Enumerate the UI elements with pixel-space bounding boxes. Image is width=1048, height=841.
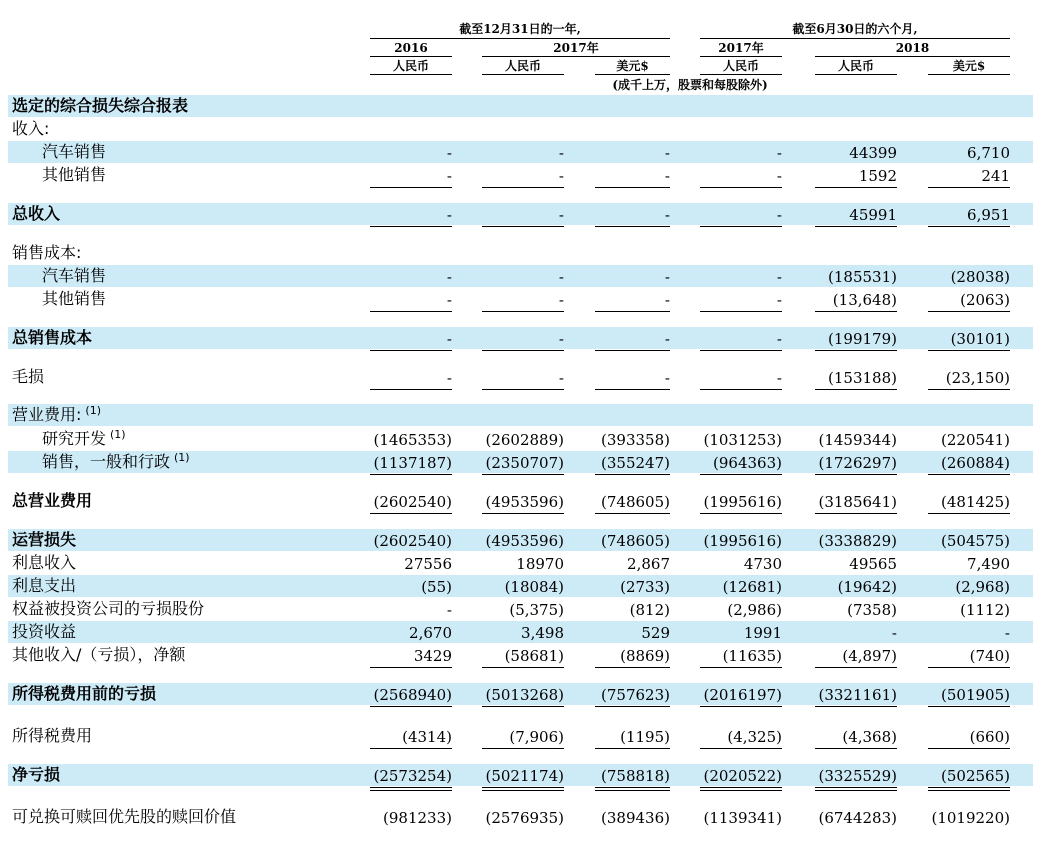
table-cell: - — [664, 144, 670, 162]
table-cell: (4,325) — [727, 728, 782, 746]
currency-header: 人民币 — [837, 59, 874, 73]
table-cell: (1995616) — [703, 532, 782, 550]
table-cell: (6744283) — [818, 809, 897, 827]
total-double-underline — [482, 787, 564, 791]
subtotal-underline — [595, 474, 670, 475]
table-cell: (30101) — [950, 330, 1010, 348]
subtotal-underline — [595, 187, 670, 188]
footnote-marker: (1) — [174, 450, 190, 464]
subtotal-underline — [482, 748, 564, 749]
footnote-marker: (1) — [110, 427, 126, 441]
table-cell: (393358) — [601, 431, 670, 449]
table-cell: 3,498 — [521, 624, 564, 642]
subtotal-underline — [370, 513, 452, 514]
table-cell: (501905) — [941, 686, 1010, 704]
row-label: 利息支出 — [12, 576, 77, 595]
table-cell: (4,368) — [842, 728, 897, 746]
table-cell: (757623) — [601, 686, 670, 704]
subtotal-underline — [928, 311, 1010, 312]
table-cell: - — [776, 330, 782, 348]
table-cell: (481425) — [941, 493, 1010, 511]
table-cell: (355247) — [601, 454, 670, 472]
table-row — [8, 683, 1033, 705]
subtotal-underline — [700, 667, 782, 668]
subtotal-underline — [928, 187, 1010, 188]
subtotal-underline — [482, 513, 564, 514]
table-cell: 241 — [981, 167, 1010, 185]
total-double-underline — [928, 787, 1010, 791]
row-label: 销售成本: — [12, 243, 82, 262]
total-double-underline — [370, 787, 452, 791]
subtotal-underline — [700, 706, 782, 707]
table-row — [8, 764, 1033, 786]
subtotal-underline — [815, 667, 897, 668]
table-cell: (4,897) — [842, 647, 897, 665]
total-double-underline — [815, 787, 897, 791]
year-2016-header: 2016 — [394, 41, 428, 55]
row-label: 投资收益 — [12, 622, 77, 641]
subtotal-underline — [700, 311, 782, 312]
table-cell: (2020522) — [703, 767, 782, 785]
table-cell: (8869) — [620, 647, 670, 665]
table-row — [8, 141, 1033, 163]
subtotal-underline — [815, 748, 897, 749]
table-cell: - — [776, 206, 782, 224]
table-row — [8, 288, 1033, 310]
row-label: 其他收入/（亏损），净额 — [12, 645, 186, 664]
table-cell: (2573254) — [373, 767, 452, 785]
table-cell: - — [446, 330, 452, 348]
table-row — [8, 529, 1033, 551]
row-label: 销售，一般和行政 $^{(1)}$ — [42, 450, 190, 471]
subtotal-underline — [595, 667, 670, 668]
table-cell: (748605) — [601, 532, 670, 550]
table-cell: - — [446, 291, 452, 309]
subtotal-underline — [370, 748, 452, 749]
subtotal-underline — [700, 187, 782, 188]
table-cell: (1465353) — [373, 431, 452, 449]
row-label: 可兑换可赎回优先股的赎回价值 — [12, 807, 237, 826]
table-cell: (2016197) — [703, 686, 782, 704]
table-cell: (3185641) — [818, 493, 897, 511]
table-cell: (260884) — [941, 454, 1010, 472]
subtotal-underline — [815, 706, 897, 707]
year-2018-halfyear-header: 2018 — [895, 41, 930, 55]
row-label: 所得税费用 — [12, 726, 93, 745]
table-row — [8, 118, 1033, 140]
table-row — [8, 428, 1033, 450]
table-row — [8, 366, 1033, 388]
subtotal-underline — [370, 226, 452, 227]
subtotal-underline — [700, 350, 782, 351]
row-label: 毛损 — [12, 367, 45, 386]
subtotal-underline — [928, 474, 1010, 475]
row-label: 选定的综合损失综合报表 — [12, 96, 189, 115]
table-cell: 7,490 — [967, 555, 1010, 573]
table-cell: - — [664, 330, 670, 348]
subtotal-underline — [482, 226, 564, 227]
table-cell: (2602540) — [373, 532, 452, 550]
table-cell: - — [664, 206, 670, 224]
table-row — [8, 451, 1033, 473]
subtotal-underline — [482, 350, 564, 351]
subtotal-underline — [370, 474, 452, 475]
subtotal-underline — [482, 474, 564, 475]
subtotal-underline — [928, 389, 1010, 390]
table-row — [8, 725, 1033, 747]
subtotal-underline — [595, 226, 670, 227]
row-label: 汽车销售 — [42, 266, 107, 285]
row-label: 总营业费用 — [12, 491, 93, 510]
table-cell: - — [446, 206, 452, 224]
table-cell: - — [558, 268, 564, 286]
table-row — [8, 552, 1033, 574]
table-cell: 6,951 — [967, 206, 1010, 224]
table-row — [8, 327, 1033, 349]
row-label: 汽车销售 — [42, 142, 107, 161]
table-row — [8, 404, 1033, 426]
table-cell: - — [1004, 624, 1010, 642]
table-row — [8, 490, 1033, 512]
subtotal-underline — [595, 748, 670, 749]
table-row — [8, 598, 1033, 620]
table-row — [8, 242, 1033, 264]
row-label: 其他销售 — [42, 289, 107, 308]
table-cell: (199179) — [828, 330, 897, 348]
table-cell: (4314) — [402, 728, 452, 746]
table-cell: - — [446, 369, 452, 387]
subtotal-underline — [595, 706, 670, 707]
table-cell: (1459344) — [818, 431, 897, 449]
table-row — [8, 575, 1033, 597]
currency-header: 美元$ — [616, 59, 649, 73]
table-cell: (748605) — [601, 493, 670, 511]
table-cell: (758818) — [601, 767, 670, 785]
table-cell: 44399 — [849, 144, 897, 162]
row-label: 权益被投资公司的亏损股份 — [12, 599, 205, 618]
table-cell: - — [558, 369, 564, 387]
table-cell: (58681) — [504, 647, 564, 665]
row-label: 其他销售 — [42, 165, 107, 184]
table-row — [8, 644, 1033, 666]
row-label: 营业费用: $^{(1)}$ — [12, 403, 101, 424]
subtotal-underline — [928, 667, 1010, 668]
table-cell: (1031253) — [703, 431, 782, 449]
row-label: 总销售成本 — [12, 328, 93, 347]
table-cell: - — [446, 144, 452, 162]
subtotal-underline — [482, 389, 564, 390]
table-cell: - — [776, 291, 782, 309]
year-2017-halfyear-header: 2017年 — [718, 41, 764, 55]
currency-header: 人民币 — [392, 59, 429, 73]
year-2017-header: 2017年 — [553, 41, 599, 55]
table-cell: (812) — [629, 601, 670, 619]
subtotal-underline — [815, 350, 897, 351]
table-cell: 1991 — [743, 624, 782, 642]
table-cell: - — [558, 206, 564, 224]
subtotal-underline — [815, 187, 897, 188]
subtotal-underline — [928, 513, 1010, 514]
row-label: 研究开发 $^{(1)}$ — [42, 427, 126, 448]
table-cell: - — [446, 167, 452, 185]
subtotal-underline — [595, 389, 670, 390]
subtotal-underline — [595, 513, 670, 514]
subtotal-underline — [595, 311, 670, 312]
subtotal-underline — [928, 226, 1010, 227]
subtotal-underline — [700, 513, 782, 514]
table-cell: (11635) — [722, 647, 782, 665]
table-cell: (153188) — [828, 369, 897, 387]
subtotal-underline — [370, 311, 452, 312]
table-cell: - — [776, 369, 782, 387]
currency-header: 美元$ — [952, 59, 986, 73]
currency-header: 人民币 — [722, 59, 759, 73]
row-label: 净亏损 — [12, 765, 61, 784]
table-cell: - — [558, 330, 564, 348]
table-cell: (2,986) — [727, 601, 782, 619]
table-cell: (1019220) — [931, 809, 1010, 827]
subtotal-underline — [370, 667, 452, 668]
subtotal-underline — [928, 748, 1010, 749]
table-cell: 4730 — [743, 555, 782, 573]
table-cell: (660) — [969, 728, 1010, 746]
subtotal-underline — [815, 311, 897, 312]
table-cell: (389436) — [601, 809, 670, 827]
row-label: 运营损失 — [12, 530, 77, 549]
subtotal-underline — [482, 187, 564, 188]
table-cell: 18970 — [516, 555, 564, 573]
table-cell: (220541) — [941, 431, 1010, 449]
table-cell: - — [664, 167, 670, 185]
table-cell: (3321161) — [818, 686, 897, 704]
table-cell: 27556 — [404, 555, 452, 573]
subtotal-underline — [370, 187, 452, 188]
table-cell: (504575) — [941, 532, 1010, 550]
table-cell: (2350707) — [485, 454, 564, 472]
table-cell: (5021174) — [485, 767, 564, 785]
subtotal-underline — [700, 226, 782, 227]
subtotal-underline — [928, 706, 1010, 707]
table-cell: - — [664, 369, 670, 387]
subtotal-underline — [815, 389, 897, 390]
table-cell: (2063) — [960, 291, 1010, 309]
table-row — [8, 203, 1033, 225]
subtotal-underline — [815, 474, 897, 475]
table-cell: (2733) — [620, 578, 670, 596]
row-label: 所得税费用前的亏损 — [12, 684, 157, 703]
table-cell: (1139341) — [703, 809, 782, 827]
table-cell: - — [664, 268, 670, 286]
subtotal-underline — [370, 389, 452, 390]
subtotal-underline — [700, 389, 782, 390]
table-cell: (7358) — [847, 601, 897, 619]
table-cell: - — [558, 144, 564, 162]
table-cell: (981233) — [383, 809, 452, 827]
row-label: 总收入 — [12, 204, 61, 223]
subtotal-underline — [482, 667, 564, 668]
table-cell: (3338829) — [818, 532, 897, 550]
table-cell: - — [558, 291, 564, 309]
table-cell: (185531) — [828, 268, 897, 286]
row-label: 利息收入 — [12, 553, 77, 572]
table-cell: (3325529) — [818, 767, 897, 785]
table-cell: (19642) — [837, 578, 897, 596]
table-cell: (28038) — [950, 268, 1010, 286]
subtotal-underline — [815, 226, 897, 227]
table-cell: (2,968) — [955, 578, 1010, 596]
table-cell: 2,867 — [627, 555, 670, 573]
table-cell: (2568940) — [373, 686, 452, 704]
subtotal-underline — [595, 350, 670, 351]
table-cell: 529 — [641, 624, 670, 642]
table-cell: 6,710 — [967, 144, 1010, 162]
total-double-underline — [595, 787, 670, 791]
subtotal-underline — [482, 311, 564, 312]
table-cell: (1112) — [960, 601, 1010, 619]
period-full-year-header: 截至12月31日的一年, — [459, 22, 581, 36]
table-cell: - — [776, 268, 782, 286]
table-row — [8, 265, 1033, 287]
table-cell: 49565 — [849, 555, 897, 573]
table-cell: (5013268) — [485, 686, 564, 704]
table-cell: (740) — [969, 647, 1010, 665]
table-row — [8, 164, 1033, 186]
table-cell: (4953596) — [485, 493, 564, 511]
table-cell: (12681) — [722, 578, 782, 596]
table-cell: (1195) — [620, 728, 670, 746]
table-cell: - — [664, 291, 670, 309]
table-row — [8, 806, 1033, 828]
units-note: (成千上万，股票和每股除外) — [612, 78, 768, 92]
table-row — [8, 621, 1033, 643]
subtotal-underline — [700, 474, 782, 475]
table-cell: 45991 — [849, 206, 897, 224]
subtotal-underline — [815, 513, 897, 514]
table-cell: (1726297) — [818, 454, 897, 472]
table-cell: (7,906) — [509, 728, 564, 746]
table-cell: - — [446, 268, 452, 286]
subtotal-underline — [370, 350, 452, 351]
table-cell: - — [446, 601, 452, 619]
table-cell: (2576935) — [485, 809, 564, 827]
table-cell: 2,670 — [409, 624, 452, 642]
table-cell: (23,150) — [945, 369, 1010, 387]
table-cell: (2602540) — [373, 493, 452, 511]
table-cell: (964363) — [713, 454, 782, 472]
table-cell: (55) — [421, 578, 452, 596]
subtotal-underline — [700, 748, 782, 749]
total-double-underline — [700, 787, 782, 791]
table-row — [8, 95, 1033, 117]
table-cell: 3429 — [413, 647, 452, 665]
table-cell: (1137187) — [373, 454, 452, 472]
table-cell: - — [558, 167, 564, 185]
subtotal-underline — [482, 706, 564, 707]
row-label: 收入: — [12, 119, 50, 138]
table-cell: (13,648) — [832, 291, 897, 309]
table-cell: - — [776, 144, 782, 162]
table-cell: - — [776, 167, 782, 185]
subtotal-underline — [928, 350, 1010, 351]
table-cell: (18084) — [504, 578, 564, 596]
table-cell: (502565) — [941, 767, 1010, 785]
table-cell: (2602889) — [485, 431, 564, 449]
currency-header: 人民币 — [504, 59, 541, 73]
subtotal-underline — [370, 706, 452, 707]
table-cell: 1592 — [858, 167, 897, 185]
table-cell: (4953596) — [485, 532, 564, 550]
table-cell: (5,375) — [509, 601, 564, 619]
table-cell: - — [891, 624, 897, 642]
period-six-month-header: 截至6月30日的六个月, — [792, 22, 918, 36]
table-cell: (1995616) — [703, 493, 782, 511]
footnote-marker: (1) — [85, 403, 101, 417]
